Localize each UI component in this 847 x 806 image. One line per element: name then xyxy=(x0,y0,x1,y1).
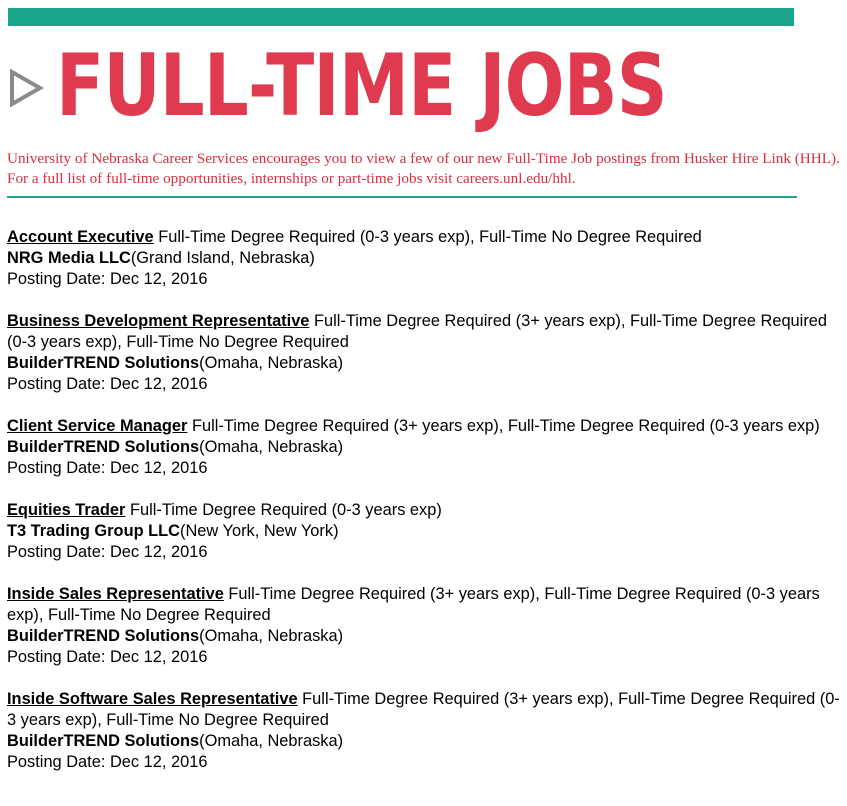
job-types: Full-Time Degree Required (3+ years exp), Full-Time Degree Required (0-3 years exp), Full-Time No Degree Required xyxy=(7,690,840,729)
job-listing xyxy=(7,227,841,290)
employer-name: NRG Media LLC xyxy=(7,249,131,267)
job-title-link[interactable]: Inside Software Sales Representative xyxy=(7,690,298,708)
job-types: Full-Time Degree Required (3+ years exp), Full-Time Degree Required (0-3 years exp), Full-Time No Degree Required xyxy=(7,585,820,624)
posting-date: Posting Date: Dec 12, 2016 xyxy=(7,648,208,666)
header-accent-bar xyxy=(8,8,794,26)
job-listing xyxy=(7,500,841,563)
job-types: Full-Time Degree Required (3+ years exp), Full-Time Degree Required (0-3 years exp) xyxy=(191,417,820,435)
posting-date: Posting Date: Dec 12, 2016 xyxy=(7,543,208,561)
posting-date: Posting Date: Dec 12, 2016 xyxy=(7,375,208,393)
posting-date: Posting Date: Dec 12, 2016 xyxy=(7,459,208,477)
job-title-link[interactable]: Account Executive xyxy=(7,228,154,246)
job-types: Full-Time Degree Required (3+ years exp), Full-Time Degree Required (0-3 years exp), Full-Time No Degree Required xyxy=(7,312,828,351)
job-listing xyxy=(7,416,841,479)
job-title-link[interactable]: Equities Trader xyxy=(7,501,126,519)
job-title-link[interactable]: Client Service Manager xyxy=(7,417,188,435)
job-location: (Omaha, Nebraska) xyxy=(199,627,344,645)
job-title-link[interactable]: Inside Sales Representative xyxy=(7,585,224,603)
employer-name: BuilderTREND Solutions xyxy=(7,354,200,372)
job-location: (New York, New York) xyxy=(180,522,339,540)
employer-name: BuilderTREND Solutions xyxy=(7,732,200,750)
posting-date: Posting Date: Dec 12, 2016 xyxy=(7,270,208,288)
employer-name: BuilderTREND Solutions xyxy=(7,438,200,456)
intro-divider xyxy=(7,196,797,198)
page-title: FULL-TIME JOBS xyxy=(56,36,667,136)
job-location: (Omaha, Nebraska) xyxy=(199,732,344,750)
job-location: (Omaha, Nebraska) xyxy=(199,438,344,456)
job-listing xyxy=(7,689,841,773)
job-listing xyxy=(7,311,841,395)
job-title-link[interactable]: Business Development Representative xyxy=(7,312,310,330)
job-location: (Omaha, Nebraska) xyxy=(199,354,344,372)
play-triangle-icon xyxy=(8,68,44,108)
job-types: Full-Time Degree Required (0-3 years exp), Full-Time No Degree Required xyxy=(158,228,702,246)
job-listing xyxy=(7,584,841,668)
employer-name: BuilderTREND Solutions xyxy=(7,627,200,645)
posting-date: Posting Date: Dec 12, 2016 xyxy=(7,753,208,771)
job-list xyxy=(7,227,841,794)
employer-name: T3 Trading Group LLC xyxy=(7,522,181,540)
job-location: (Grand Island, Nebraska) xyxy=(130,249,315,267)
intro-text: University of Nebraska Career Services encourages you to view a few of our new Full-Time Job postings from Husker Hire Link (HHL). For a full list of full-time opportunities, internships or part-time jobs visit careers.unl.edu/hhl. xyxy=(7,150,840,187)
page-header xyxy=(0,38,847,138)
job-types: Full-Time Degree Required (0-3 years exp) xyxy=(129,501,442,519)
